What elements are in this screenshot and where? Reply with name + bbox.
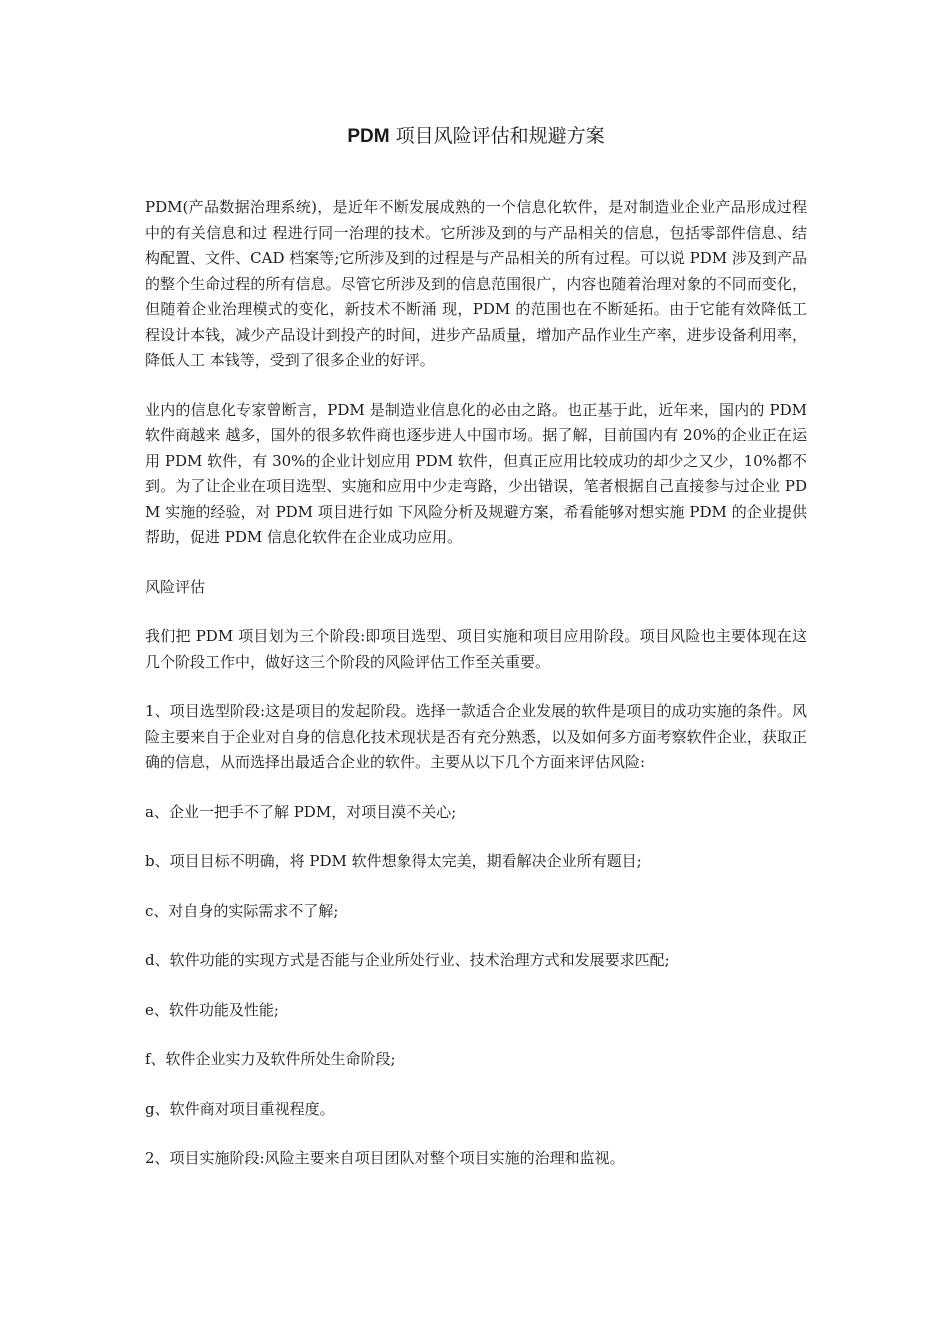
list-item: b、项目目标不明确，将 PDM 软件想象得太完美，期看解决企业所有题目; bbox=[145, 852, 642, 870]
title-latin: PDM bbox=[347, 126, 390, 147]
document-page bbox=[145, 120, 807, 1196]
paragraph-industry: 业内的信息化专家曾断言，PDM 是制造业信息化的必由之路。也正基于此，近年来，国内的 PDM 软件商越来 越多，国外的很多软件商也逐步进人中国市场。据了解，目前国内有 20%的企业正在运用 PDM 软件，有 30%的企业计划应用 PDM 软件，但真正应用比较成功的却少之又少，10%都不到。为了让企业在项目选型、实施和应用中少走弯路，少出错误，笔者根据自己直接参与过企业 PDM 实施的经验，对 PDM 项目进行如 下风险分析及规避方案，希看能够对想实施 PDM 的企业提供帮助，促进 PDM 信息化软件在企业成功应用。 bbox=[145, 400, 807, 546]
list-item: d、软件功能的实现方式是否能与企业所处行业、技术治理方式和发展要求匹配; bbox=[145, 951, 670, 969]
document-title bbox=[145, 120, 807, 153]
list-item: c、对自身的实际需求不了解; bbox=[145, 901, 339, 920]
list-item: f、软件企业实力及软件所处生命阶段; bbox=[145, 1050, 396, 1068]
section-heading-risk-assessment: 风险评估 bbox=[145, 577, 206, 596]
list-item: e、软件功能及性能; bbox=[145, 1000, 279, 1019]
paragraph-stages-intro: 我们把 PDM 项目划为三个阶段:即项目选型、项目实施和项目应用阶段。项目风险也主要体现在这几个阶段工作中，做好这三个阶段的风险评估工作至关重要。 bbox=[145, 627, 807, 671]
paragraph-stage-2: 2、项目实施阶段:风险主要来自项目团队对整个项目实施的治理和监视。 bbox=[145, 1149, 625, 1167]
list-item: g、软件商对项目重视程度。 bbox=[145, 1099, 335, 1118]
title-rest: 项目风险评估和规避方案 bbox=[389, 125, 605, 147]
paragraph-intro-pdm: PDM(产品数据治理系统)，是近年不断发展成熟的一个信息化软件，是对制造业企业产品形成过程中的有关信息和过 程进行同一治理的技术。它所涉及到的与产品相关的信息，包括零部件信息、结构配置、文件、CAD 档案等;它所涉及到的过程是与产品相关的所有过程。可以说 PDM 涉及到产品的整个生命过程的所有信息。尽管它所涉及到的信息范围很广，内容也随着治理对象的不同而变化，但随着企业治理模式的变化，新技术不断涌 现，PDM 的范围也在不断延拓。由于它能有效降低工程设计本钱，减少产品设计到投产的时间，进步产品质量，增加产品作业生产率，进步设备利用率，降低人工 本钱等，受到了很多企业的好评。 bbox=[145, 198, 807, 369]
list-item: a、企业一把手不了解 PDM，对项目漠不关心; bbox=[145, 802, 457, 821]
paragraph-stage-1: 1、项目选型阶段:这是项目的发起阶段。选择一款适合企业发展的软件是项目的成功实施的条件。风险主要来自于企业对自身的信息化技术现状是否有充分熟悉，以及如何多方面考察软件企业，获取正确的信息，从而选择出最适合企业的软件。主要从以下几个方面来评估风险: bbox=[145, 702, 807, 771]
